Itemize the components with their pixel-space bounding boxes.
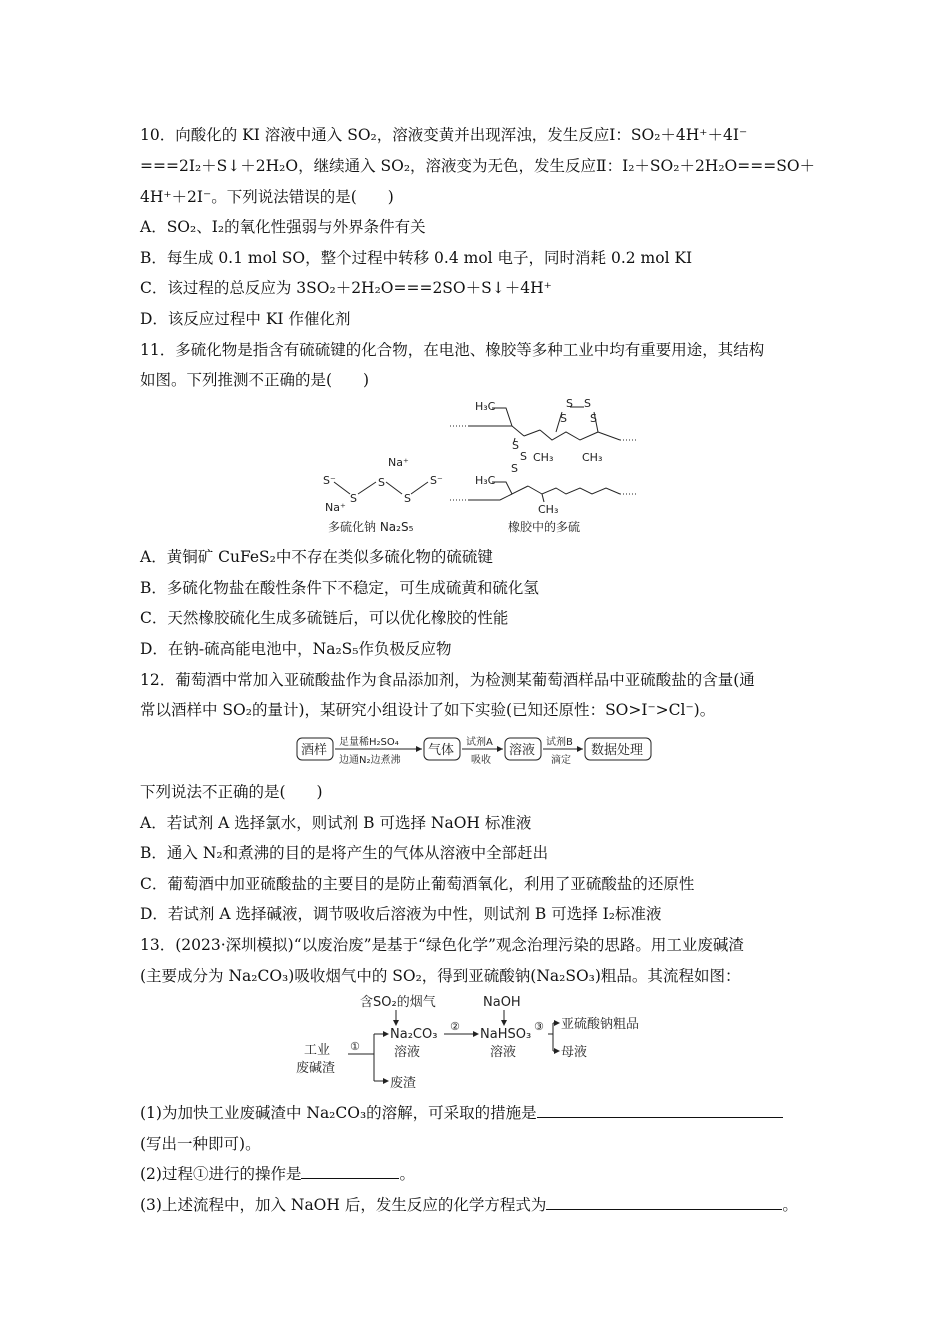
- q10-option-d: D．该反应过程中 KI 作催化剂: [140, 310, 351, 328]
- flow-start-line2: 废碱渣: [296, 1061, 336, 1076]
- ch3-bottom: CH₃: [538, 503, 559, 516]
- q12-option-a: A．若试剂 A 选择氯水，则试剂 B 可选择 NaOH 标准液: [140, 814, 532, 832]
- flow-box-wine-sample: 酒样: [301, 743, 328, 758]
- ch3-top-right: CH₃: [582, 451, 603, 464]
- q13-stem-line2: (主要成分为 Na₂CO₃)吸收烟气中的 SO₂，得到亚硫酸钠(Na₂SO₃)粗品。其流程如图：: [140, 967, 741, 985]
- ring-s-4: S: [590, 412, 597, 425]
- q10-stem-line3: 4H⁺＋2I⁻。下列说法错误的是( ): [140, 188, 394, 206]
- q13-part1-tail: (写出一种即可)。: [140, 1135, 261, 1153]
- q11-stem-line1: 11．多硫化物是指含有硫硫键的化合物，在电池、橡胶等多种工业中均有重要用途，其结构: [140, 341, 765, 359]
- ring-s-3: S: [560, 412, 567, 425]
- s-atom-1: S: [350, 492, 357, 505]
- q11-stem-line2: 如图。下列推测不正确的是( ): [140, 371, 370, 389]
- flow-box-data-processing: 数据处理: [591, 743, 644, 758]
- wine-test-flowchart: [295, 732, 655, 772]
- flow-arrow2-bottom-label: 吸收: [471, 755, 491, 766]
- flow-step-1: ①: [350, 1040, 360, 1053]
- flow-arrow3-top-label: 试剂B: [546, 737, 573, 748]
- flow-na2co3-line2: 溶液: [394, 1045, 421, 1060]
- ring-s-1: S: [566, 397, 573, 410]
- q13-part3-text: (3)上述流程中，加入 NaOH 后，发生反应的化学方程式为: [140, 1196, 547, 1214]
- q10-option-c: C．该过程的总反应为 3SO₂＋2H₂O===2SO＋S↓＋4H⁺: [140, 279, 552, 297]
- q12-stem-line3: 下列说法不正确的是( ): [140, 783, 323, 801]
- q12-option-d: D．若试剂 A 选择碱液，调节吸收后溶液为中性，则试剂 B 可选择 I₂标准液: [140, 905, 662, 923]
- h3c-top: H₃C: [475, 400, 496, 413]
- q10-stem-line1: 10．向酸化的 KI 溶液中通入 SO₂，溶液变黄并出现浑浊，发生反应Ⅰ：SO₂＋4H⁺＋4I⁻: [140, 126, 748, 144]
- q11-option-c: C．天然橡胶硫化生成多硫链后，可以优化橡胶的性能: [140, 609, 509, 627]
- q12-stem-line1: 12．葡萄酒中常加入亚硫酸盐作为食品添加剂，为检测某葡萄酒样品中亚硫酸盐的含量(通: [140, 671, 755, 689]
- q13-part2-text: (2)过程①进行的操作是: [140, 1165, 302, 1183]
- q11-option-b: B．多硫化物盐在酸性条件下不稳定，可生成硫黄和硫化氢: [140, 579, 539, 597]
- flow-start-line1: 工业: [304, 1043, 331, 1058]
- q13-part3-end: 。: [782, 1196, 798, 1214]
- flow-na2co3-line1: Na₂CO₃: [390, 1027, 438, 1042]
- s-atom-2: S: [378, 476, 385, 489]
- flow-box-gas: 气体: [428, 743, 455, 758]
- flow-output-mother-liquor: 母液: [561, 1045, 588, 1060]
- ring-s-2: S: [584, 397, 591, 410]
- q11-option-a: A．黄铜矿 CuFeS₂中不存在类似多硫化物的硫硫键: [140, 548, 493, 566]
- na-ion-top: Na⁺: [388, 456, 409, 469]
- polysulfide-structure-figure: [300, 390, 640, 540]
- q13-part2-end: 。: [399, 1165, 415, 1183]
- q12-option-b: B．通入 N₂和煮沸的目的是将产生的气体从溶液中全部赶出: [140, 844, 549, 862]
- flow-output-residue: 废渣: [390, 1076, 417, 1091]
- q10-option-a: A．SO₂、I₂的氧化性强弱与外界条件有关: [140, 218, 426, 236]
- q13-stem-line1: 13．(2023·深圳模拟)“以废治废”是基于“绿色化学”观念治理污染的思路。用工业废碱渣: [140, 936, 744, 954]
- q13-part2: [140, 1163, 820, 1185]
- bridge-s-3: S: [511, 462, 518, 475]
- flow-arrow1-top-label: 足量稀H₂SO₄: [339, 737, 399, 748]
- q13-part2-answer-blank[interactable]: [301, 1164, 399, 1179]
- flow-arrow1-bottom-label: 边通N₂边煮沸: [339, 755, 401, 766]
- bridge-s-1: S: [512, 439, 519, 452]
- q13-part3: [140, 1194, 820, 1216]
- flow-box-solution: 溶液: [509, 743, 536, 758]
- q10-stem-line2: ===2I₂＋S↓＋2H₂O，继续通入 SO₂，溶液变为无色，发生反应Ⅱ：I₂＋SO₂＋2H₂O===SO＋: [140, 157, 816, 175]
- flow-nahso3-line2: 溶液: [490, 1045, 517, 1060]
- flow-input-flue-gas: 含SO₂的烟气: [360, 995, 436, 1010]
- q12-stem-line2: 常以酒样中 SO₂的量计)，某研究小组设计了如下实验(已知还原性：SO>I⁻>Cl⁻)。: [140, 701, 716, 719]
- ch3-top-left: CH₃: [533, 451, 554, 464]
- na-ion-left: Na⁺: [325, 501, 346, 514]
- flow-arrow3-bottom-label: 滴定: [551, 755, 571, 766]
- flow-step-2: ②: [450, 1020, 460, 1033]
- flow-arrow2-top-label: 试剂A: [466, 737, 493, 748]
- flow-input-naoh: NaOH: [483, 995, 521, 1010]
- s-minus-left: S⁻: [323, 474, 336, 487]
- flow-step-3: ③: [534, 1020, 544, 1033]
- q10-option-b: B．每生成 0.1 mol SO，整个过程中转移 0.4 mol 电子，同时消耗 0.2 mol KI: [140, 249, 693, 267]
- q13-part3-answer-blank[interactable]: [546, 1195, 782, 1210]
- caption-rubber-polysulfide: 橡胶中的多硫: [508, 520, 581, 534]
- h3c-bottom: H₃C: [475, 474, 496, 487]
- s-atom-3: S: [404, 492, 411, 505]
- flow-output-product: 亚硫酸钠粗品: [561, 1017, 640, 1032]
- caption-sodium-polysulfide: 多硫化钠 Na₂S₅: [328, 520, 414, 534]
- q12-option-c: C．葡萄酒中加亚硫酸盐的主要目的是防止葡萄酒氧化，利用了亚硫酸盐的还原性: [140, 875, 695, 893]
- bridge-s-2: S: [520, 450, 527, 463]
- q13-part1: [140, 1102, 820, 1124]
- q13-part1-text: (1)为加快工业废碱渣中 Na₂CO₃的溶解，可采取的措施是: [140, 1104, 537, 1122]
- s-minus-right: S⁻: [430, 474, 443, 487]
- waste-treatment-flowchart: [290, 990, 670, 1094]
- q13-part1-answer-blank[interactable]: [537, 1103, 783, 1118]
- flow-nahso3-line1: NaHSO₃: [480, 1027, 532, 1042]
- q11-option-d: D．在钠-硫高能电池中，Na₂S₅作负极反应物: [140, 640, 452, 658]
